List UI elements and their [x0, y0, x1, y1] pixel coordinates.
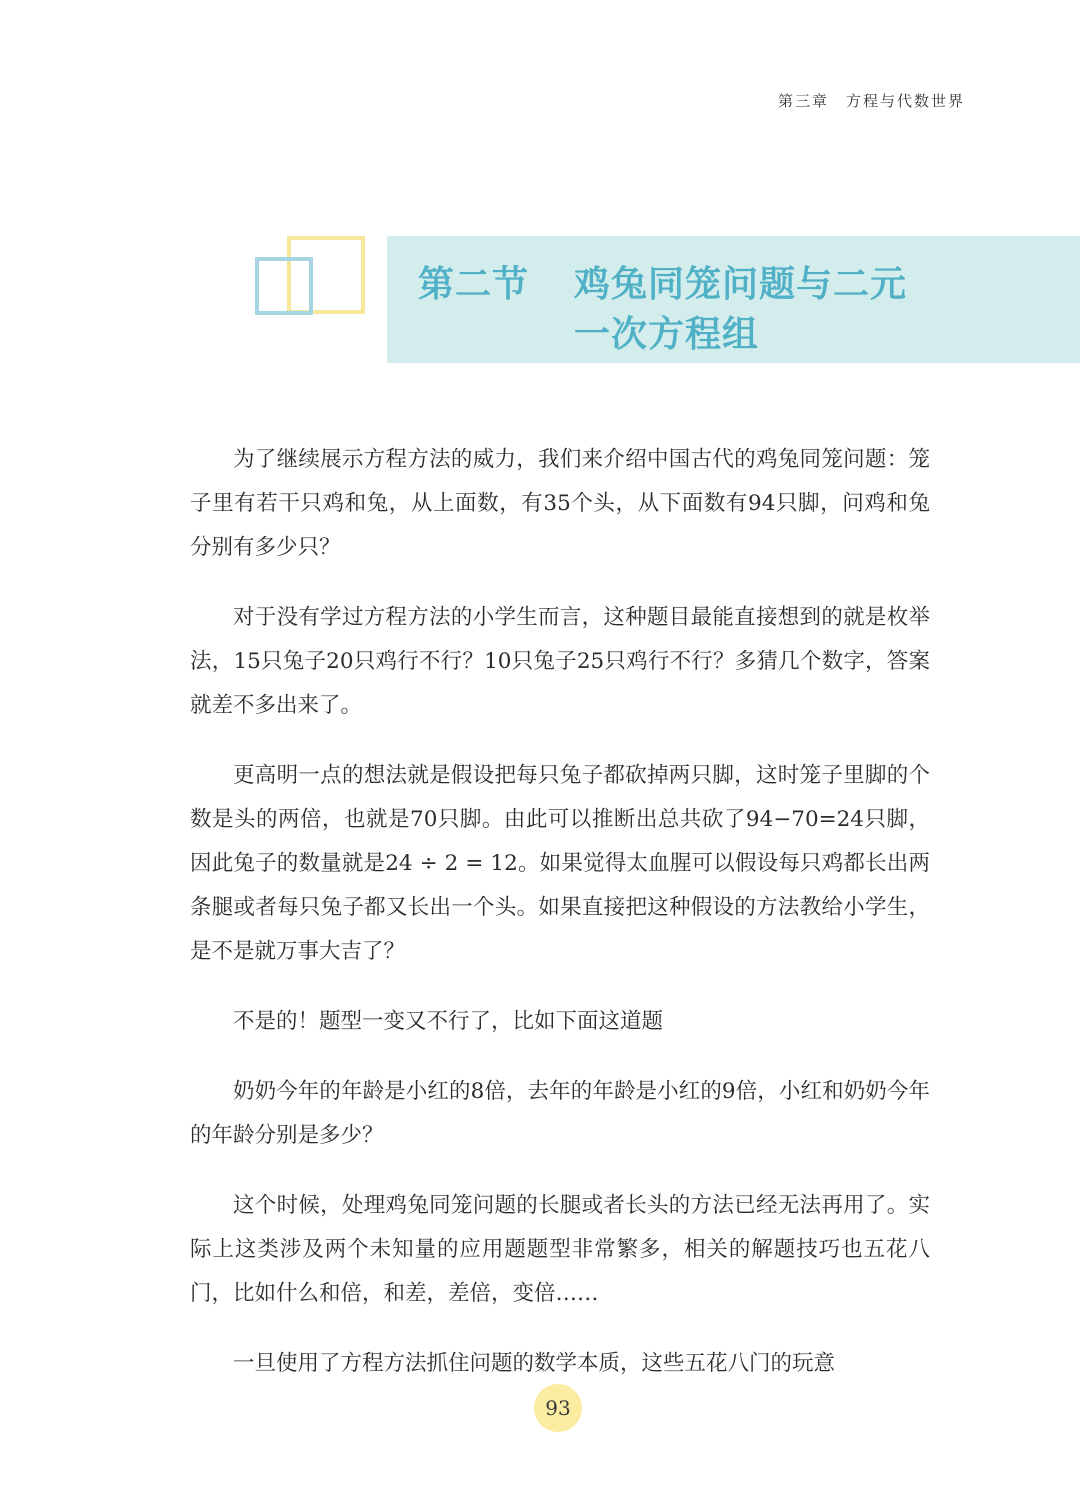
paragraph-2: 对于没有学过方程方法的小学生而言，这种题目最能直接想到的就是枚举法，15只兔子20只鸡行不行？10只兔子25只鸡行不行？多猜几个数字，答案就差不多出来了。 [190, 605, 930, 718]
paragraph-7: 一旦使用了方程方法抓住问题的数学本质，这些五花八门的玩意 [233, 1351, 836, 1376]
running-header: 第三章 方程与代数世界 [777, 92, 965, 110]
paragraph-3: 更高明一点的想法就是假设把每只兔子都砍掉两只脚，这时笼子里脚的个数是头的两倍，也就是70只脚。由此可以推断出总共砍了94−70=24只脚，因此兔子的数量就是24 ÷ 2 = 12。如果觉得太血腥可以假设每只鸡都长出两条腿或者每只兔子都又长出一个头。如果直接把这种假设的方法教给小学生，是不是就万事大吉了？ [190, 763, 930, 964]
body-text [190, 438, 930, 1412]
decorative-blue-square [255, 257, 313, 315]
paragraph-4: 不是的！题型一变又不行了，比如下面这道题 [233, 1009, 664, 1034]
section-label: 第二节 [418, 263, 530, 305]
paragraph-1: 为了继续展示方程方法的威力，我们来介绍中国古代的鸡兔同笼问题：笼子里有若干只鸡和兔，从上面数，有35个头，从下面数有94只脚，问鸡和兔分别有多少只？ [190, 447, 930, 560]
section-title-line-2: 一次方程组 [574, 313, 760, 355]
page-number: 93 [534, 1384, 582, 1432]
section-title-line-1: 鸡兔同笼问题与二元 [574, 263, 908, 305]
paragraph-5: 奶奶今年的年龄是小红的8倍，去年的年龄是小红的9倍，小红和奶奶今年的年龄分别是多少？ [190, 1079, 930, 1148]
paragraph-6: 这个时候，处理鸡兔同笼问题的长腿或者长头的方法已经无法再用了。实际上这类涉及两个未知量的应用题题型非常繁多，相关的解题技巧也五花八门，比如什么和倍，和差，差倍，变倍…… [190, 1193, 930, 1306]
